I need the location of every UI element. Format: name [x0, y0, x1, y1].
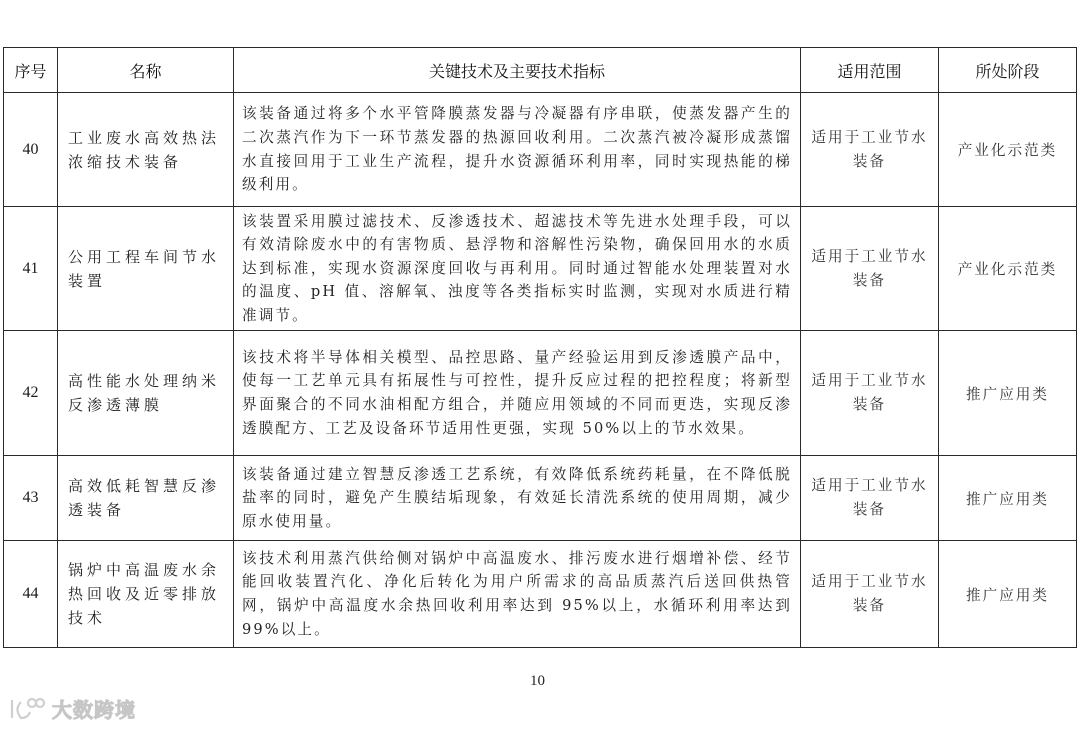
cell-stage: 产业化示范类 [939, 207, 1077, 331]
cell-stage: 推广应用类 [939, 541, 1077, 648]
table-row [4, 93, 1077, 207]
cell-scope: 适用于工业节水装备 [801, 207, 939, 331]
table-header-row [4, 48, 1077, 93]
cell-stage: 推广应用类 [939, 456, 1077, 541]
cell-desc: 该技术将半导体相关模型、品控思路、量产经验运用到反渗透膜产品中，使每一工艺单元具有拓展性与可控性，提升反应过程的把控程度；将新型界面聚合的不同水油相配方组合，并随应用领域的不同而更迭，实现反渗透膜配方、工艺及设备环节适用性更强，实现 50%以上的节水效果。 [234, 331, 801, 456]
cell-desc: 该装置采用膜过滤技术、反渗透技术、超滤技术等先进水处理手段，可以有效清除废水中的有害物质、悬浮物和溶解性污染物，确保回用水的水质达到标准，实现水资源深度回收与再利用。同时通过智能水处理装置对水的温度、pH 值、溶解氧、浊度等各类指标实时监测，实现对水质进行精准调节。 [234, 207, 801, 331]
cell-name: 高性能水处理纳米反渗透薄膜 [58, 331, 234, 456]
cell-name: 工业废水高效热法浓缩技术装备 [58, 93, 234, 207]
cell-stage: 推广应用类 [939, 331, 1077, 456]
k100-logo-icon [8, 696, 46, 722]
watermark-text: 大数跨境 [52, 698, 136, 722]
cell-scope: 适用于工业节水装备 [801, 331, 939, 456]
header-no: 序号 [4, 48, 58, 93]
technology-table [3, 47, 1077, 648]
cell-no: 43 [4, 456, 58, 541]
cell-name: 高效低耗智慧反渗透装备 [58, 456, 234, 541]
cell-scope: 适用于工业节水装备 [801, 541, 939, 648]
cell-no: 42 [4, 331, 58, 456]
header-scope: 适用范围 [801, 48, 939, 93]
cell-desc: 该技术利用蒸汽供给侧对锅炉中高温废水、排污废水进行烟增补偿、经节能回收装置汽化、净化后转化为用户所需求的高品质蒸汽后送回供热管网，锅炉中高温度水余热回收利用率达到 95%以上，水循环利用率达到 99%以上。 [234, 541, 801, 648]
cell-no: 40 [4, 93, 58, 207]
cell-name: 公用工程车间节水装置 [58, 207, 234, 331]
cell-scope: 适用于工业节水装备 [801, 93, 939, 207]
page-number: 10 [530, 673, 545, 689]
table-row [4, 456, 1077, 541]
table-row [4, 331, 1077, 456]
cell-stage: 产业化示范类 [939, 93, 1077, 207]
cell-no: 41 [4, 207, 58, 331]
cell-scope: 适用于工业节水装备 [801, 456, 939, 541]
table-row [4, 207, 1077, 331]
cell-no: 44 [4, 541, 58, 648]
cell-name: 锅炉中高温废水余热回收及近零排放技术 [58, 541, 234, 648]
cell-desc: 该装备通过建立智慧反渗透工艺系统，有效降低系统药耗量，在不降低脱盐率的同时，避免产生膜结垢现象，有效延长清洗系统的使用周期，减少原水使用量。 [234, 456, 801, 541]
cell-desc: 该装备通过将多个水平管降膜蒸发器与冷凝器有序串联，使蒸发器产生的二次蒸汽作为下一环节蒸发器的热源回收利用。二次蒸汽被冷凝形成蒸馏水直接回用于工业生产流程，提升水资源循环利用率，同时实现热能的梯级利用。 [234, 93, 801, 207]
header-name: 名称 [58, 48, 234, 93]
header-desc: 关键技术及主要技术指标 [234, 48, 801, 93]
header-stage: 所处阶段 [939, 48, 1077, 93]
watermark [8, 694, 136, 723]
table-row [4, 541, 1077, 648]
